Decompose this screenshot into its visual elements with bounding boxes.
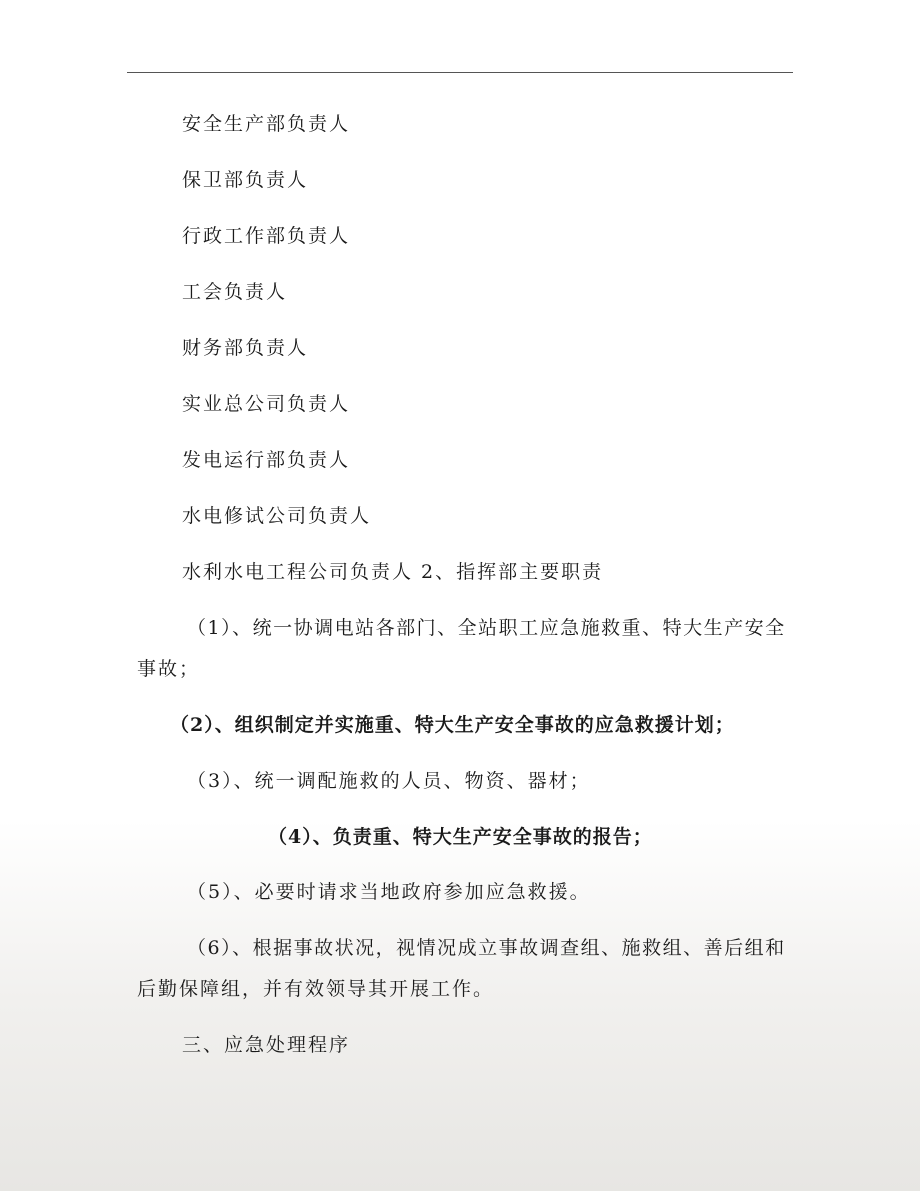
member-line: 财务部负责人 xyxy=(182,337,309,359)
member-line: 实业总公司负责人 xyxy=(182,393,351,415)
duty-1-line-2: 事故； xyxy=(137,658,201,680)
duty-6-line-1: （6）、根据事故状况，视情况成立事故调查组、施救组、善后组和 xyxy=(187,937,786,959)
member-line: 发电运行部负责人 xyxy=(182,449,351,471)
duty-3: （3）、统一调配施救的人员、物资、器材； xyxy=(187,770,591,792)
member-line: 保卫部负责人 xyxy=(182,169,309,191)
header-rule xyxy=(127,72,793,73)
member-line: 水利水电工程公司负责人 2、指挥部主要职责 xyxy=(182,561,604,583)
duty-2: （2）、组织制定并实施重、特大生产安全事故的应急救援计划； xyxy=(170,714,735,736)
duty-6-line-2: 后勤保障组，并有效领导其开展工作。 xyxy=(137,978,495,1000)
section-title: 三、应急处理程序 xyxy=(182,1034,351,1056)
member-line: 工会负责人 xyxy=(182,281,288,303)
duty-4: （4）、负责重、特大生产安全事故的报告； xyxy=(268,826,653,848)
duty-1-line-1: （1）、统一协调电站各部门、全站职工应急施救重、特大生产安全 xyxy=(187,617,786,639)
member-line: 安全生产部负责人 xyxy=(182,113,351,135)
member-line: 水电修试公司负责人 xyxy=(182,505,372,527)
duty-5: （5）、必要时请求当地政府参加应急救援。 xyxy=(187,881,591,903)
member-line: 行政工作部负责人 xyxy=(182,225,351,247)
